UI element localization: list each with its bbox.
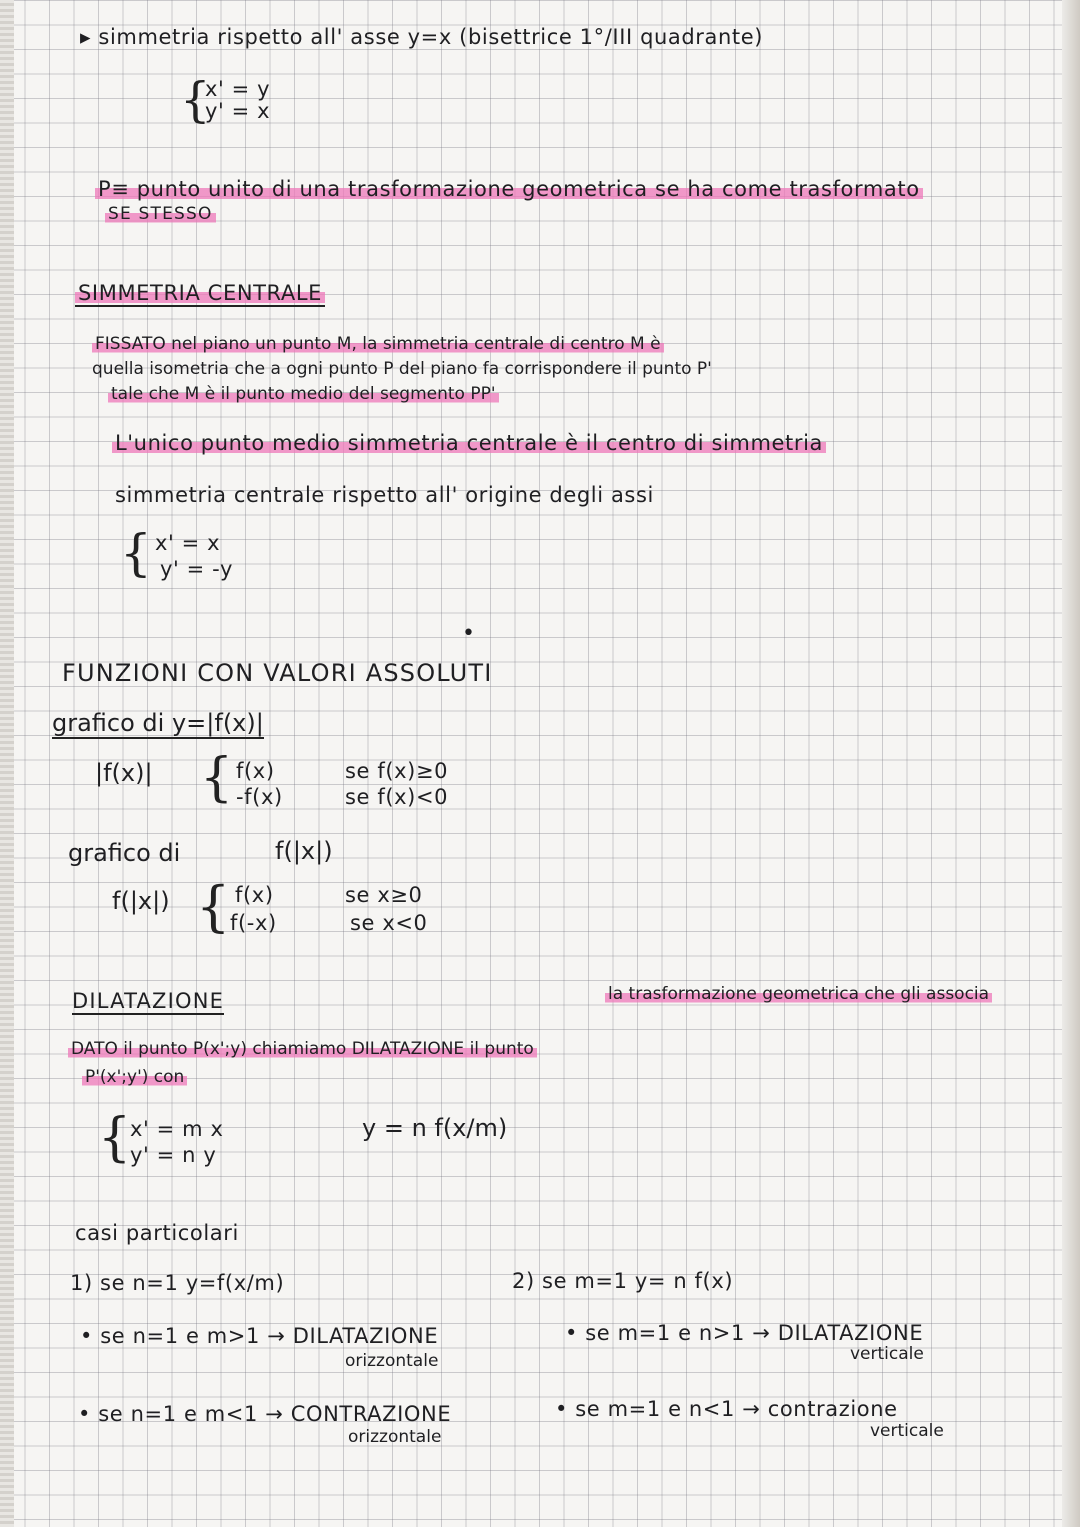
bisector-symmetry-title: ▸ simmetria rispetto all' asse y=x (bisettrice 1°/III quadrante): [80, 25, 764, 49]
central-symmetry-def-2: quella isometria che a ogni punto P del piano fa corrispondere il punto P': [92, 359, 712, 379]
unique-fixed-point-note: L'unico punto medio simmetria centrale è il centro di simmetria: [112, 432, 826, 455]
dilation-eq-2: y' = n y: [130, 1143, 217, 1167]
dilation-def-2: P'(x';y') con: [82, 1068, 187, 1087]
f-abs-x-case-2: f(-x): [230, 911, 277, 935]
f-abs-x-lhs: f(|x|): [112, 887, 170, 915]
dilation-formula: y = n f(x/m): [362, 1114, 508, 1142]
abs-f-case-2: -f(x): [236, 785, 283, 809]
system-brace: {: [196, 875, 231, 938]
central-symmetry-heading: SIMMETRIA CENTRALE: [75, 282, 325, 305]
case-2-b: • se m=1 e n<1 → contrazione: [555, 1397, 898, 1421]
case-1-title: 1) se n=1 y=f(x/m): [70, 1271, 285, 1295]
bisector-eq-1: x' = y: [205, 77, 271, 101]
special-cases-label: casi particolari: [75, 1221, 239, 1245]
origin-eq-2: y' = -y: [160, 557, 233, 581]
case-2-title: 2) se m=1 y= n f(x): [512, 1269, 734, 1293]
origin-eq-1: x' = x: [155, 531, 221, 555]
graph-abs-f-title: grafico di y=|f(x)|: [52, 709, 264, 737]
graph-f-abs-x-expr: f(|x|): [275, 837, 333, 865]
system-brace: {: [120, 524, 152, 582]
graph-f-abs-x-label: grafico di: [68, 839, 181, 867]
dilation-heading: DILATAZIONE: [72, 989, 225, 1013]
central-symmetry-def-3: tale che M è il punto medio del segmento PP': [108, 385, 499, 404]
dilation-eq-1: x' = m x: [130, 1117, 224, 1141]
dilation-def-1: DATO il punto P(x';y) chiamiamo DILATAZIONE il punto: [68, 1040, 537, 1059]
dilation-side-note: la trasformazione geometrica che gli associa: [605, 985, 992, 1004]
ink-dot: •: [462, 621, 475, 646]
abs-f-lhs: |f(x)|: [95, 759, 153, 787]
f-abs-x-case-1: f(x): [235, 883, 274, 907]
case-1-b-direction: orizzontale: [348, 1427, 442, 1447]
page-right-edge: [1062, 0, 1080, 1527]
case-1-a-direction: orizzontale: [345, 1351, 439, 1371]
bisector-eq-2: y' = x: [205, 99, 271, 123]
case-2-a-direction: verticale: [850, 1344, 924, 1364]
system-brace: {: [200, 748, 234, 808]
system-brace: {: [98, 1108, 132, 1168]
f-abs-x-cond-1: se x≥0: [345, 883, 423, 907]
f-abs-x-cond-2: se x<0: [350, 911, 428, 935]
central-symmetry-def-1: FISSATO nel piano un punto M, la simmetria centrale di centro M è: [92, 335, 664, 354]
abs-f-cond-1: se f(x)≥0: [345, 759, 449, 783]
case-2-a: • se m=1 e n>1 → DILATAZIONE: [565, 1321, 924, 1345]
abs-f-cond-2: se f(x)<0: [345, 785, 449, 809]
fixed-point-itself: SE STESSO: [105, 205, 216, 224]
system-brace: {: [180, 72, 211, 128]
notebook-binding-edge: [0, 0, 14, 1527]
case-1-b: • se n=1 e m<1 → CONTRAZIONE: [78, 1402, 452, 1426]
abs-f-case-1: f(x): [236, 759, 275, 783]
origin-symmetry-title: simmetria centrale rispetto all' origine degli assi: [115, 483, 654, 507]
fixed-point-definition: P≡ punto unito di una trasformazione geometrica se ha come trasformato: [95, 178, 923, 201]
case-1-a: • se n=1 e m>1 → DILATAZIONE: [80, 1324, 439, 1348]
absolute-functions-heading: FUNZIONI CON VALORI ASSOLUTI: [62, 659, 493, 687]
case-2-b-direction: verticale: [870, 1421, 944, 1441]
